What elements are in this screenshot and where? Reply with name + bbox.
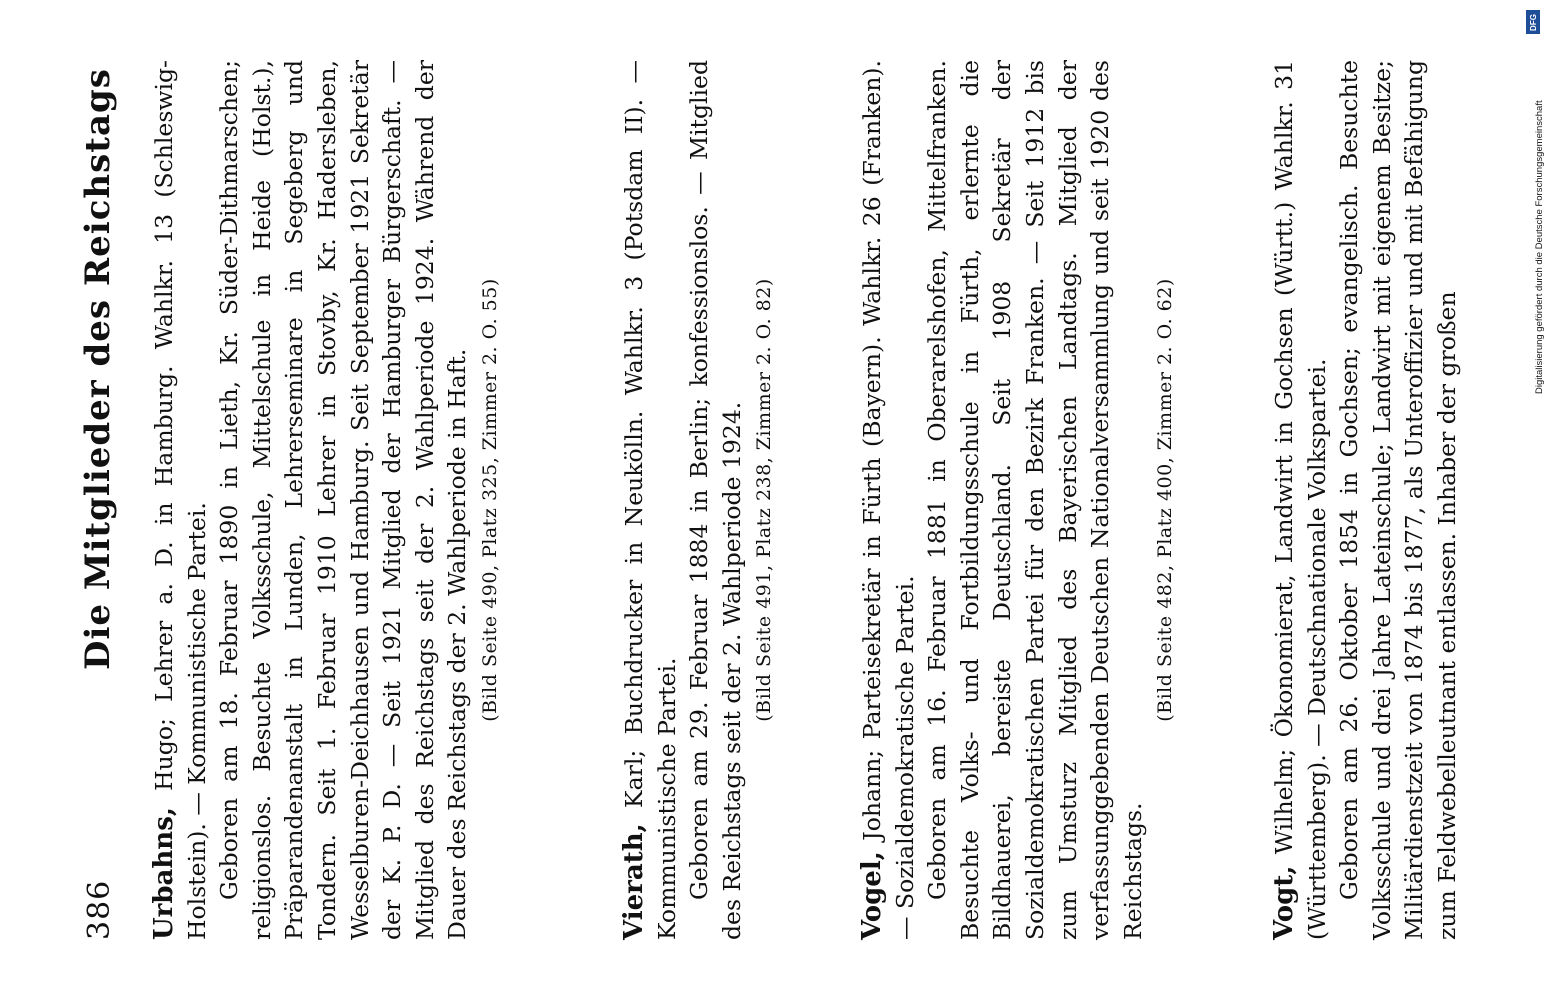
picture-reference: (Bild Seite 490, Platz 325, Zimmer 2. O. 55) <box>478 278 501 722</box>
member-entry <box>1268 60 1464 940</box>
running-head: Die Mitglieder des Reichstags <box>78 68 118 670</box>
member-entry <box>148 60 507 940</box>
member-biography: Geboren am 16. Februar 1881 in Oberarelshofen, Mittelfranken. Besuchte Volks- und Fortbildungsschule in Fürth, erlernte die Bildhauerei, bereiste Deutschland. Seit 1908 Sekretär der Sozialdemokratischen Partei für den Bezirk Franken. — Seit 1912 bis zum Umsturz Mitglied des Bayerischen Landtags. Mitglied der verfassunggebenden Deutschen Nationalversammlung und seit 1920 des Reichstags. <box>923 60 1147 940</box>
member-name: Vogel, <box>857 851 887 940</box>
member-intro: Johann; Parteisekretär in Fürth (Bayern). Wahlkr. 26 (Franken). — Sozialdemokratische Partei. <box>858 60 919 940</box>
picture-reference: (Bild Seite 482, Platz 400, Zimmer 2. O. 62) <box>1154 278 1177 722</box>
entry-heading <box>148 60 213 940</box>
entry-heading <box>1268 60 1333 940</box>
member-entry <box>856 60 1182 940</box>
page-number: 386 <box>82 879 117 940</box>
member-biography: Geboren am 26. Oktober 1854 in Gochsen; evangelisch. Besuchte Volksschule und drei Jahre Lateinschule; Landwirt mit eigenem Besitze; Militärdienstzeit von 1874 bis 1877, als Unteroffizier und mit Befähigung zum Feldwebelleutnant entlassen. Inhaber der großen <box>1335 60 1461 940</box>
dfg-logo: DFG <box>1526 10 1540 34</box>
picture-reference: (Bild Seite 491, Platz 238, Zimmer 2. O. 82) <box>753 278 776 722</box>
entry-heading <box>856 60 921 940</box>
member-intro: Hugo; Lehrer a. D. in Hamburg. Wahlkr. 13 (Schleswig-Holstein). — Kommunistische Partei. <box>150 60 211 940</box>
member-biography: Geboren am 29. Februar 1884 in Berlin; konfessionslos. — Mitglied des Reichstags seit der 2. Wahlperiode 1924. <box>685 60 746 940</box>
member-intro: Karl; Buchdrucker in Neukölln. Wahlkr. 3 (Potsdam II). — Kommunistische Partei. <box>620 60 681 940</box>
member-biography: Geboren am 18. Februar 1890 in Lieth, Kr. Süder-Dithmarschen; religionslos. Besuchte Volksschule, Mittelschule in Heide (Holst.), Präparandenanstalt in Lunden, Lehrerseminare in Segeberg und Tondern. Seit 1. Februar 1910 Lehrer in Stovby, Kr. Hadersleben, Wesselburen-Deichhausen und Hamburg. Seit September 1921 Sekretär der K. P. D. — Seit 1921 Mitglied der Hamburger Bürgerschaft. — Mitglied des Reichstags seit der 2. Wahlperiode 1924. Während der Dauer des Reichstags der 2. Wahlperiode in Haft. <box>215 60 472 940</box>
page-header <box>78 60 118 940</box>
entry-heading <box>618 60 683 940</box>
member-name: Urbahns, <box>149 807 179 940</box>
funding-credit <box>1522 10 1545 394</box>
member-entry <box>618 60 781 940</box>
member-name: Vierath, <box>619 823 649 940</box>
member-intro: Wilhelm; Ökonomierat, Landwirt in Gochsen (Württ.) Wahlkr. 31 (Württemberg). — Deutschnationale Volkspartei. <box>1270 60 1331 940</box>
member-name: Vogt, <box>1269 865 1299 940</box>
funding-credit-text: Digitalisierung gefördert durch die Deutsche Forschungsgemeinschaft <box>1534 100 1545 394</box>
